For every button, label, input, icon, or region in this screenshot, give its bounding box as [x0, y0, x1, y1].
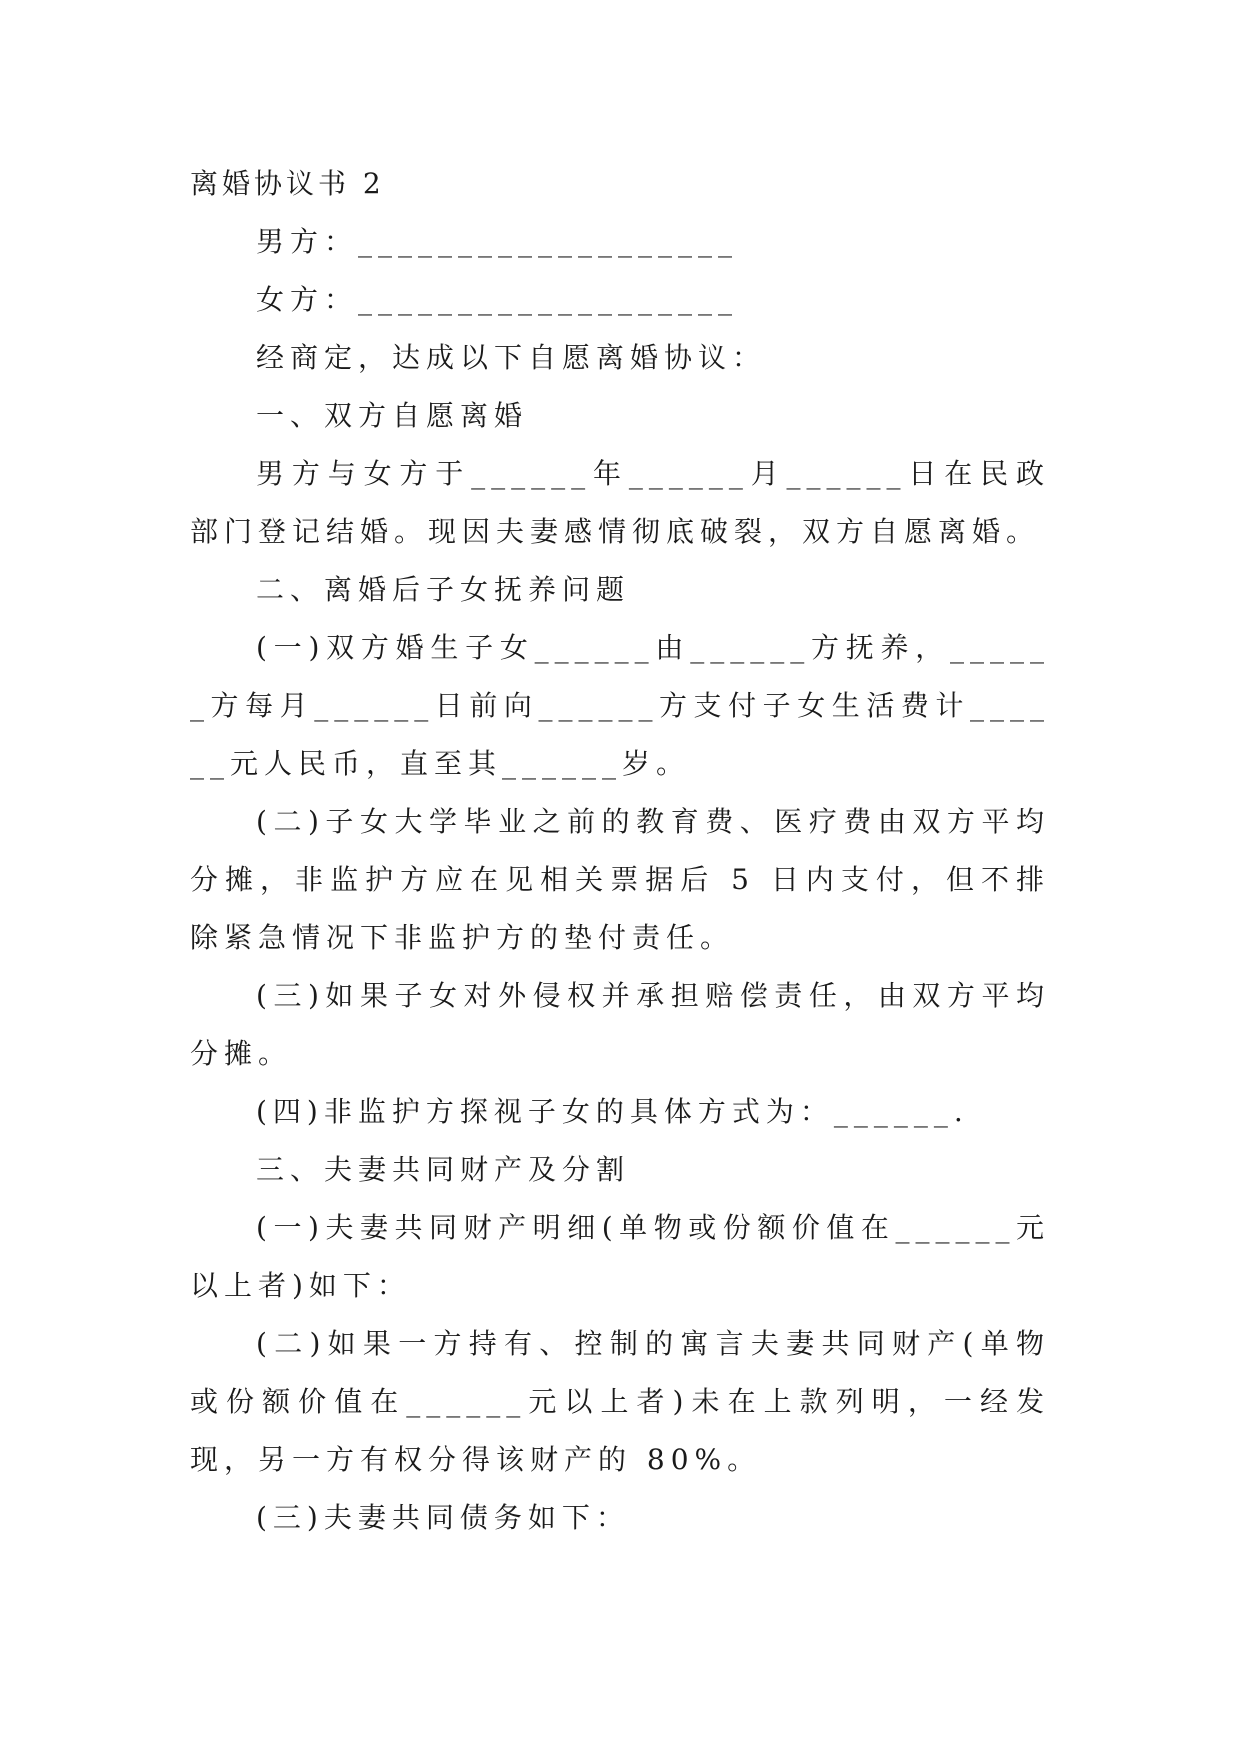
female-party-line: 女方：___________________ [256, 283, 739, 316]
section2-item2: (二)子女大学毕业之前的教育费、医疗费由双方平均分摊，非监护方应在见相关票据后 5 日内支付，但不排除紧急情况下非监护方的垫付责任。 [190, 805, 1050, 954]
section3-heading: 三、夫妻共同财产及分割 [256, 1153, 631, 1186]
intro-line: 经商定，达成以下自愿离婚协议： [256, 341, 767, 374]
section2-heading: 二、离婚后子女抚养问题 [256, 573, 631, 606]
male-party-line: 男方：___________________ [256, 225, 739, 258]
section2-item1: (一)双方婚生子女______由______方抚养，______方每月______日前向______方支付子女生活费计______元人民币，直至其______岁。 [190, 631, 1050, 780]
section2-item3: (三)如果子女对外侵权并承担赔偿责任，由双方平均分摊。 [190, 979, 1050, 1070]
section1-paragraph: 男方与女方于______年______月______日在民政部门登记结婚。现因夫妻感情彻底破裂，双方自愿离婚。 [190, 457, 1050, 548]
document-title: 离婚协议书 2 [190, 167, 385, 200]
section2-item4: (四)非监护方探视子女的具体方式为：______. [256, 1095, 969, 1128]
section3-item1: (一)夫妻共同财产明细(单物或份额价值在______元以上者)如下： [190, 1211, 1050, 1302]
section3-item2: (二)如果一方持有、控制的寓言夫妻共同财产(单物或份额价值在______元以上者)未在上款列明，一经发现，另一方有权分得该财产的 80%。 [190, 1327, 1050, 1476]
document-body [190, 155, 1050, 1547]
section3-item3: (三)夫妻共同债务如下： [256, 1501, 630, 1534]
section1-heading: 一、双方自愿离婚 [256, 399, 529, 432]
